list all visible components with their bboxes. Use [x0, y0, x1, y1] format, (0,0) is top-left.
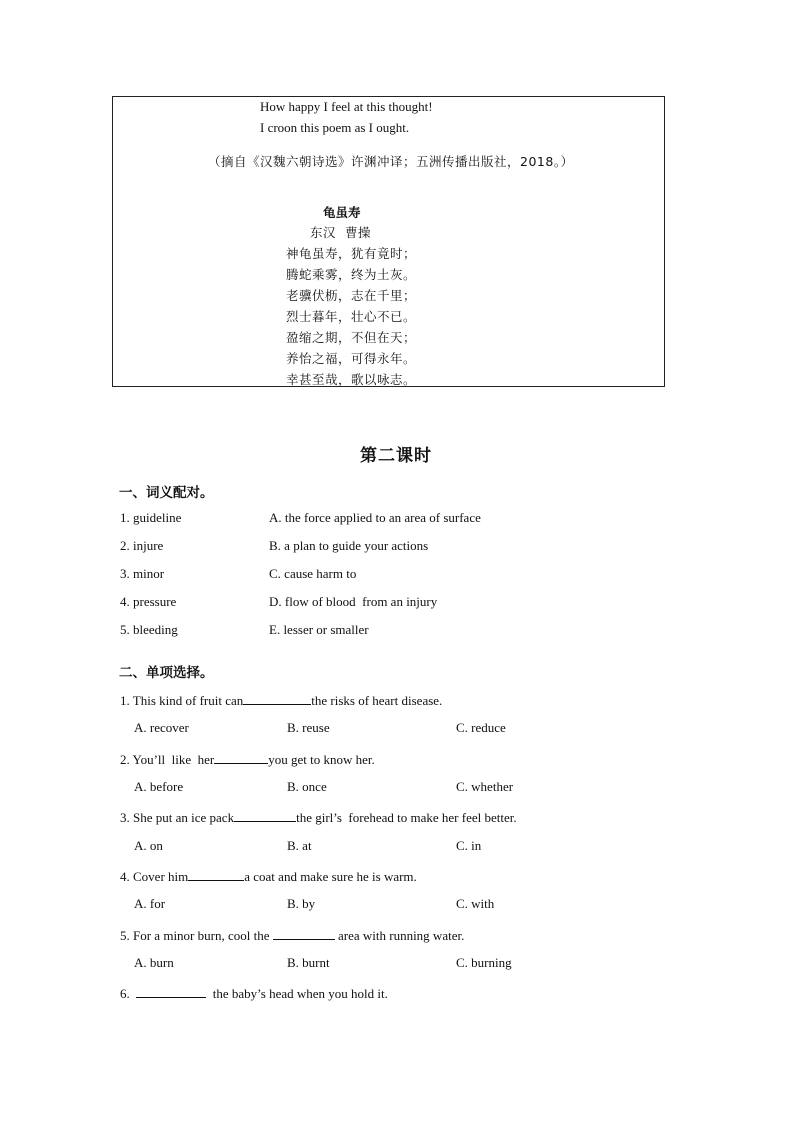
question-stem: 6. the baby’s head when you hold it. — [120, 986, 388, 1001]
answer-blank[interactable] — [243, 691, 311, 705]
option[interactable]: B. reuse — [287, 720, 330, 735]
option[interactable]: C. reduce — [456, 720, 506, 735]
option[interactable]: C. with — [456, 896, 495, 911]
question-stem: 3. She put an ice pack the girl’s forehead to make her feel better. — [120, 810, 517, 825]
option[interactable]: B. once — [287, 779, 327, 794]
answer-blank[interactable] — [188, 867, 244, 881]
poem-cn-title: 龟虽寿 — [323, 205, 361, 220]
option[interactable]: A. burn — [134, 955, 174, 970]
option[interactable]: B. burnt — [287, 955, 330, 970]
poem-cn-line: 神龟虽寿，犹有竟时； — [286, 246, 417, 261]
poem-cn-line: 养怡之福，可得永年。 — [286, 351, 417, 366]
poem-cn-line: 烈士暮年，壮心不已。 — [286, 309, 417, 324]
poem-cn-line: 腾蛇乘雾，终为土灰。 — [286, 267, 417, 282]
question-stem: 5. For a minor burn, cool the area with running water. — [120, 928, 465, 943]
answer-blank[interactable] — [273, 926, 335, 940]
matching-term: 3. minor — [120, 566, 165, 581]
poem-cn-line: 幸甚至哉，歌以咏志。 — [286, 372, 417, 387]
poem-cn-author: 东汉 曹操 — [310, 225, 371, 240]
poem-cn-line: 老骥伏枥，志在千里； — [286, 288, 417, 303]
section-heading-matching: 一、词义配对。 — [119, 485, 214, 501]
option[interactable]: C. whether — [456, 779, 514, 794]
option[interactable]: A. on — [134, 838, 163, 853]
matching-term: 5. bleeding — [120, 622, 178, 637]
matching-definition: A. the force applied to an area of surface — [269, 510, 481, 525]
matching-definition: B. a plan to guide your actions — [269, 538, 429, 553]
question-stem: 1. This kind of fruit can the risks of heart disease. — [120, 693, 443, 708]
answer-blank[interactable] — [136, 984, 206, 998]
option[interactable]: C. burning — [456, 955, 512, 970]
option[interactable]: B. at — [287, 838, 312, 853]
question-stem: 2. You’ll like her you get to know her. — [120, 752, 375, 767]
matching-definition: C. cause harm to — [269, 566, 357, 581]
lesson-title: 第二课时 — [360, 446, 432, 466]
option[interactable]: B. by — [287, 896, 316, 911]
poem-en-line: I croon this poem as I ought. — [260, 120, 410, 135]
matching-term: 1. guideline — [120, 510, 182, 525]
option[interactable]: A. before — [134, 779, 184, 794]
option[interactable]: A. recover — [134, 720, 189, 735]
answer-blank[interactable] — [234, 808, 296, 822]
poem-cn-line: 盈缩之期，不但在天； — [286, 330, 417, 345]
matching-term: 2. injure — [120, 538, 164, 553]
option[interactable]: A. for — [134, 896, 166, 911]
matching-term: 4. pressure — [120, 594, 177, 609]
option[interactable]: C. in — [456, 838, 482, 853]
answer-blank[interactable] — [214, 750, 268, 764]
poem-source: （摘自《汉魏六朝诗选》许渊冲译；五洲传播出版社，2018。） — [208, 154, 574, 169]
poem-en-line: How happy I feel at this thought! — [260, 99, 433, 114]
section-heading-choice: 二、单项选择。 — [119, 665, 214, 681]
matching-definition: E. lesser or smaller — [269, 622, 369, 637]
matching-definition: D. flow of blood from an injury — [269, 594, 438, 609]
question-stem: 4. Cover him a coat and make sure he is warm. — [120, 869, 417, 884]
